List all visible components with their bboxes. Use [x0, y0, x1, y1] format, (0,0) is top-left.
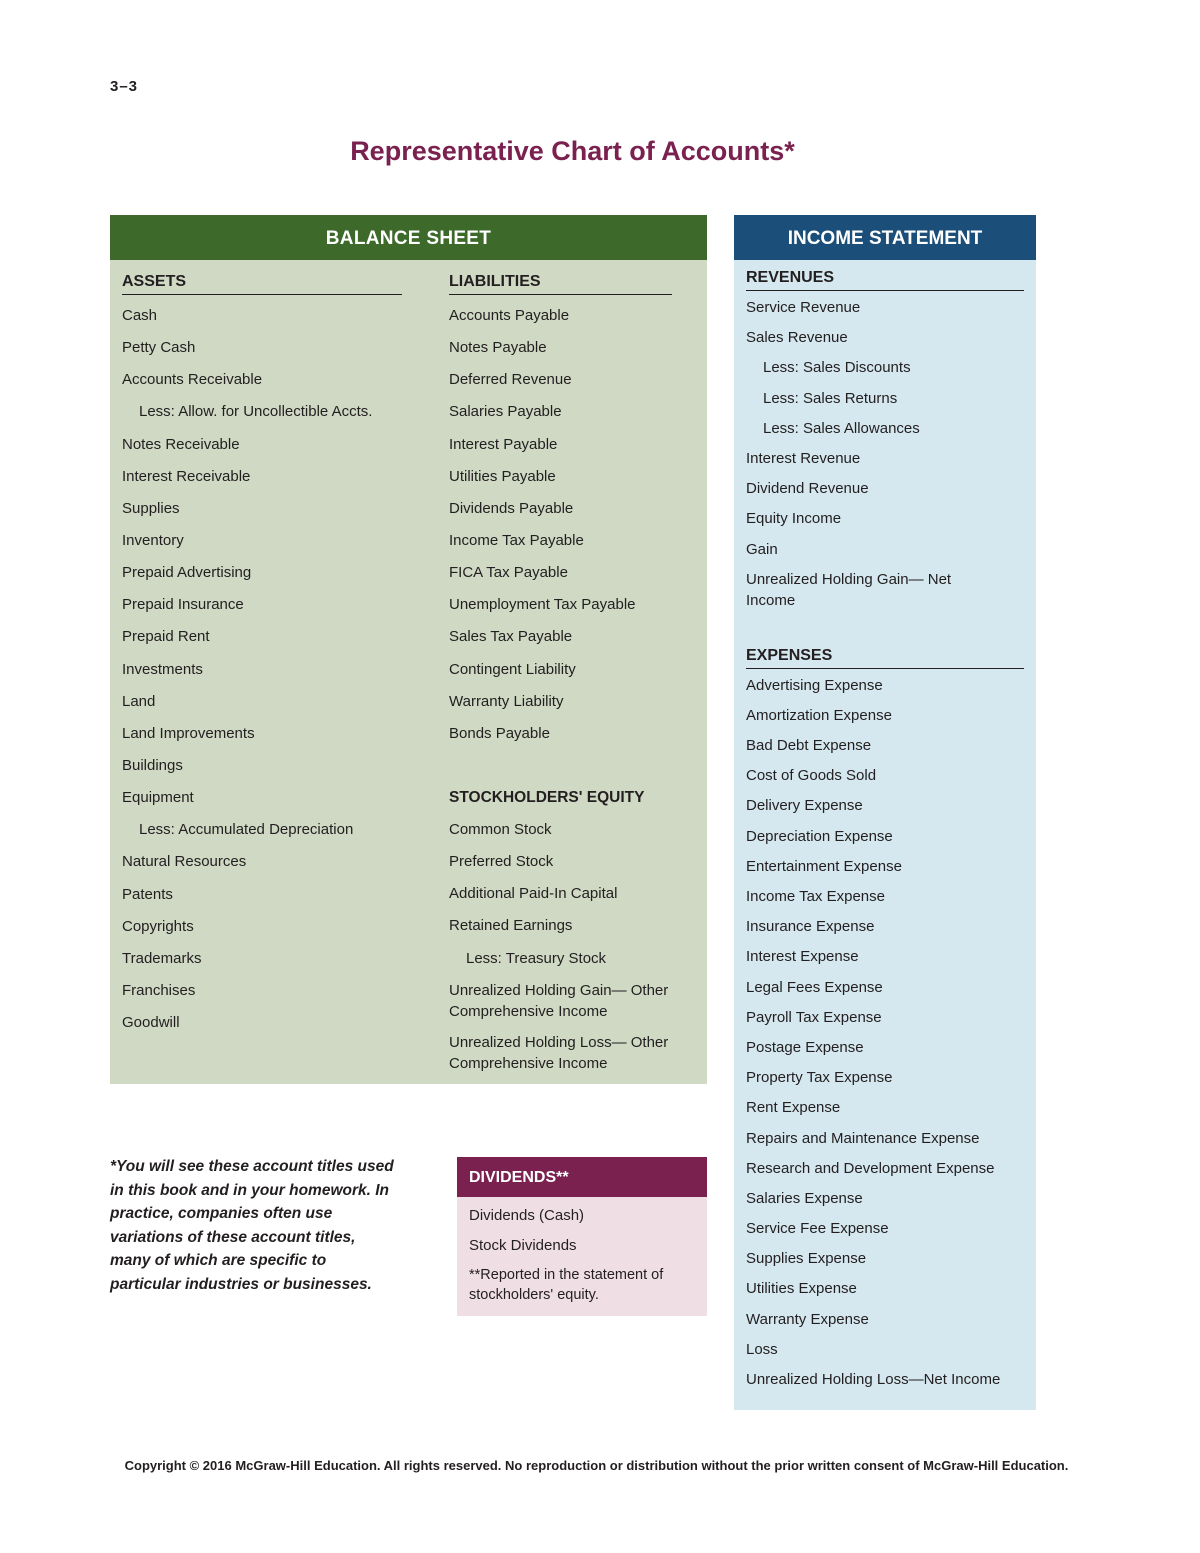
expense-item: Property Tax Expense — [746, 1069, 893, 1087]
expense-item: Salaries Expense — [746, 1189, 863, 1207]
liability-item: FICA Tax Payable — [449, 564, 568, 582]
dividends-panel — [457, 1157, 707, 1316]
revenue-item: Gain — [746, 540, 778, 558]
revenue-item: Dividend Revenue — [746, 480, 869, 498]
expense-item: Cost of Goods Sold — [746, 767, 877, 785]
asset-item: Investments — [122, 660, 203, 678]
asset-item: Natural Resources — [122, 853, 247, 871]
expense-item: Amortization Expense — [746, 706, 892, 724]
asset-item: Interest Receivable — [122, 467, 251, 485]
liability-item: Notes Payable — [449, 339, 547, 357]
footnote-text: *You will see these account titles used in this book and in your homework. In practice, companies often use variations of these account titles, many of which are specific to particular industries or businesses. — [110, 1158, 394, 1293]
revenue-item: Unrealized Holding Gain— Net Income — [746, 570, 952, 609]
expense-item: Entertainment Expense — [746, 857, 902, 875]
asset-item: Prepaid Insurance — [122, 596, 244, 614]
liability-item: Income Tax Payable — [449, 531, 584, 549]
asset-item: Copyrights — [122, 917, 194, 935]
page-title: Representative Chart of Accounts* — [350, 136, 795, 166]
expense-item: Rent Expense — [746, 1099, 841, 1117]
revenue-item: Interest Revenue — [746, 449, 861, 467]
revenue-item: Service Revenue — [746, 299, 861, 316]
dividend-item: Stock Dividends — [469, 1237, 577, 1254]
asset-item: Land Improvements — [122, 724, 255, 742]
liabilities-column — [449, 273, 672, 1084]
expense-item: Legal Fees Expense — [746, 978, 883, 996]
liability-item: Dividends Payable — [449, 499, 574, 517]
expense-item: Research and Development Expense — [746, 1159, 995, 1177]
copyright-notice: Copyright © 2016 McGraw-Hill Education. All rights reserved. No reproduction or distribution without the prior written consent of McGraw-Hill Education. — [124, 1458, 1069, 1473]
liability-item: Bonds Payable — [449, 724, 550, 742]
expense-item: Payroll Tax Expense — [746, 1008, 882, 1026]
equity-item: Retained Earnings — [449, 917, 573, 935]
equity-item: Common Stock — [449, 820, 552, 838]
liability-item: Interest Payable — [449, 435, 558, 453]
expense-item: Unrealized Holding Loss—Net Income — [746, 1371, 1001, 1388]
expense-item: Interest Expense — [746, 948, 859, 966]
balance-sheet-header: BALANCE SHEET — [110, 215, 707, 260]
expense-item: Income Tax Expense — [746, 888, 885, 905]
liability-item: Salaries Payable — [449, 403, 562, 421]
liability-item: Deferred Revenue — [449, 371, 572, 389]
asset-item: Cash — [122, 307, 158, 324]
asset-item: Land — [122, 692, 156, 710]
revenue-item: Sales Revenue — [746, 329, 848, 347]
liability-item: Contingent Liability — [449, 660, 576, 678]
balance-sheet-panel — [110, 215, 707, 1084]
dividends-header: DIVIDENDS** — [457, 1157, 707, 1197]
asset-item: Franchises — [122, 981, 196, 999]
expense-item: Supplies Expense — [746, 1250, 867, 1268]
expense-item: Delivery Expense — [746, 797, 863, 815]
liability-item: Unemployment Tax Payable — [449, 596, 636, 614]
liability-item: Accounts Payable — [449, 307, 570, 324]
asset-item: Prepaid Advertising — [122, 564, 252, 582]
asset-contra-item: Less: Accumulated Depreciation — [139, 821, 354, 839]
asset-item: Accounts Receivable — [122, 371, 263, 389]
asset-item: Trademarks — [122, 949, 202, 967]
dividend-item: Dividends (Cash) — [469, 1207, 585, 1224]
asset-item: Notes Receivable — [122, 435, 240, 453]
revenues-heading: REVENUES — [746, 269, 1024, 291]
dividends-note: **Reported in the statement of stockholders' equity. — [469, 1267, 664, 1303]
assets-column — [122, 273, 402, 1044]
expense-item: Service Fee Expense — [746, 1220, 889, 1238]
liability-item: Utilities Payable — [449, 467, 556, 485]
asset-contra-item: Less: Allow. for Uncollectible Accts. — [139, 403, 373, 421]
liabilities-heading: LIABILITIES — [449, 273, 672, 295]
equity-contra-item: Less: Treasury Stock — [466, 949, 607, 967]
expense-item: Insurance Expense — [746, 918, 875, 936]
revenue-item: Equity Income — [746, 510, 842, 528]
expense-item: Loss — [746, 1340, 778, 1358]
equity-item: Preferred Stock — [449, 853, 554, 871]
income-statement-panel — [734, 215, 1036, 1410]
expense-item: Postage Expense — [746, 1038, 864, 1056]
asset-item: Supplies — [122, 499, 180, 517]
expense-item: Bad Debt Expense — [746, 737, 872, 755]
asset-item: Patents — [122, 885, 173, 903]
asset-item: Petty Cash — [122, 339, 196, 357]
revenue-contra-item: Less: Sales Allowances — [763, 419, 920, 437]
asset-item: Goodwill — [122, 1014, 180, 1032]
liability-item: Warranty Liability — [449, 692, 564, 710]
asset-item: Inventory — [122, 531, 184, 549]
income-statement-header: INCOME STATEMENT — [734, 215, 1036, 260]
asset-item: Equipment — [122, 789, 194, 807]
expense-item: Utilities Expense — [746, 1280, 857, 1298]
equity-heading: STOCKHOLDERS' EQUITY — [449, 788, 645, 806]
liability-item: Sales Tax Payable — [449, 628, 573, 646]
expense-item: Repairs and Maintenance Expense — [746, 1129, 980, 1147]
asset-item: Prepaid Rent — [122, 628, 210, 646]
assets-heading: ASSETS — [122, 273, 402, 295]
equity-item: Additional Paid-In Capital — [449, 885, 618, 903]
revenue-contra-item: Less: Sales Discounts — [763, 359, 911, 377]
page-number: 3–3 — [110, 78, 139, 95]
expense-item: Advertising Expense — [746, 676, 883, 694]
expense-item: Depreciation Expense — [746, 827, 893, 845]
expense-item: Warranty Expense — [746, 1310, 869, 1328]
asset-item: Buildings — [122, 756, 183, 774]
equity-item: Unrealized Holding Gain— Other Comprehensive Income — [449, 981, 669, 1020]
equity-item: Unrealized Holding Loss— Other Comprehensive Income — [449, 1033, 669, 1072]
expenses-heading: EXPENSES — [746, 647, 1024, 669]
revenue-contra-item: Less: Sales Returns — [763, 389, 898, 407]
